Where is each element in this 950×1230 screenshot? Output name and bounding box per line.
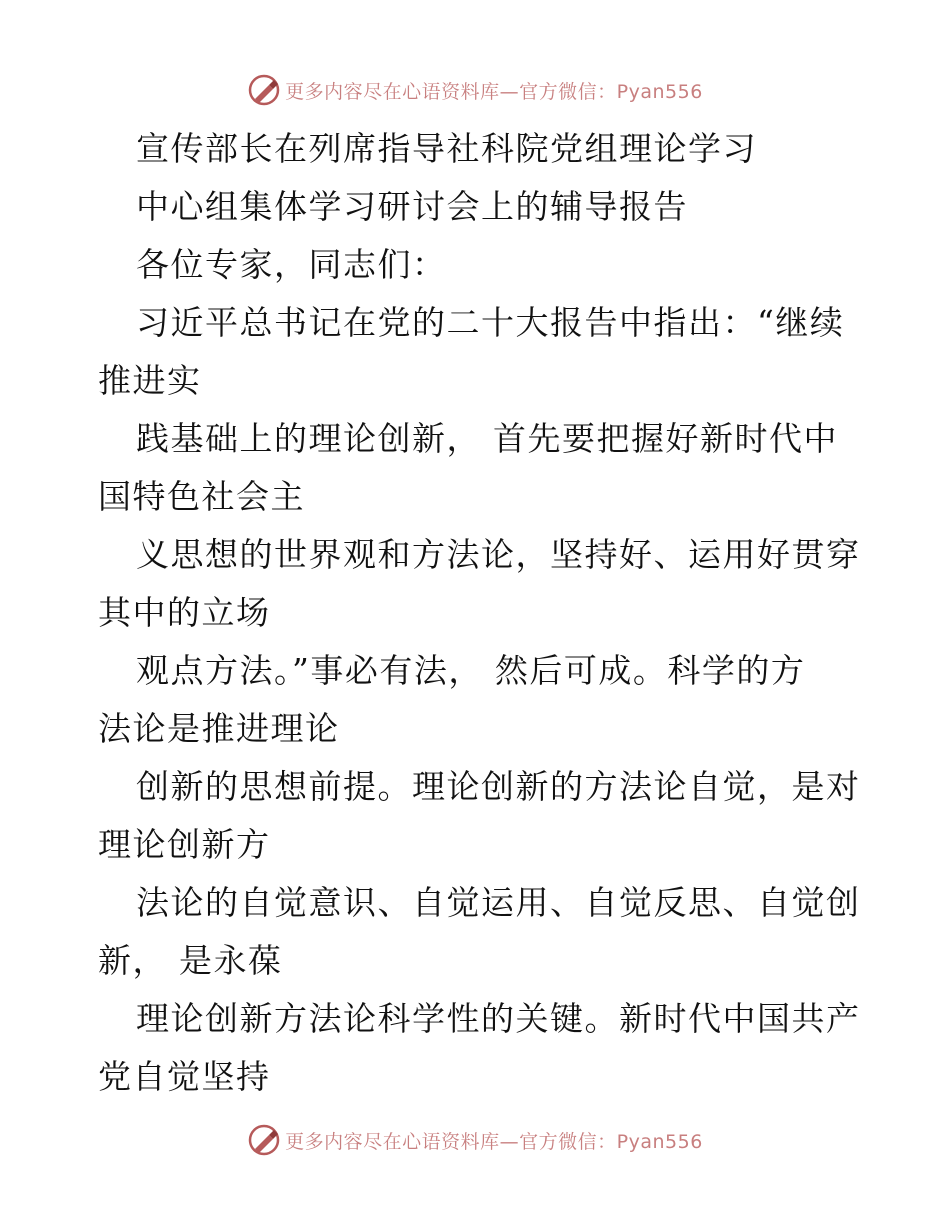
line-11: 法论是推进理论	[98, 709, 340, 748]
watermark-text: 更多内容尽在心语资料库—官方微信：Pyan556	[285, 1130, 703, 1153]
line-4: 习近平总书记在党的二十大报告中指出：“继续	[136, 303, 845, 342]
line-3: 各位专家，同志们：	[136, 245, 447, 284]
document-body	[98, 120, 861, 1106]
line-5: 推进实	[98, 361, 202, 400]
line-10: 观点方法。”事必有法， 然后可成。科学的方	[136, 651, 806, 690]
line-2: 中心组集体学习研讨会上的辅导报告	[136, 187, 688, 226]
header-watermark	[0, 70, 950, 110]
line-17: 党自觉坚持	[98, 1057, 271, 1096]
line-12: 创新的思想前提。理论创新的方法论自觉，是对	[136, 767, 861, 806]
line-6: 践基础上的理论创新， 首先要把握好新时代中	[136, 419, 838, 458]
line-8: 义思想的世界观和方法论，坚持好、运用好贯穿	[136, 535, 861, 574]
line-13: 理论创新方	[98, 825, 271, 864]
footer-watermark	[0, 1120, 950, 1160]
watermark-text: 更多内容尽在心语资料库—官方微信：Pyan556	[285, 80, 703, 103]
line-1: 宣传部长在列席指导社科院党组理论学习	[136, 129, 757, 168]
pen-logo-icon	[247, 73, 281, 107]
line-7: 国特色社会主	[98, 477, 305, 516]
line-15: 新， 是永葆	[98, 941, 283, 980]
pen-logo-icon	[247, 1123, 281, 1157]
line-14: 法论的自觉意识、自觉运用、自觉反思、自觉创	[136, 883, 861, 922]
line-9: 其中的立场	[98, 593, 271, 632]
line-16: 理论创新方法论科学性的关键。新时代中国共产	[136, 999, 861, 1038]
